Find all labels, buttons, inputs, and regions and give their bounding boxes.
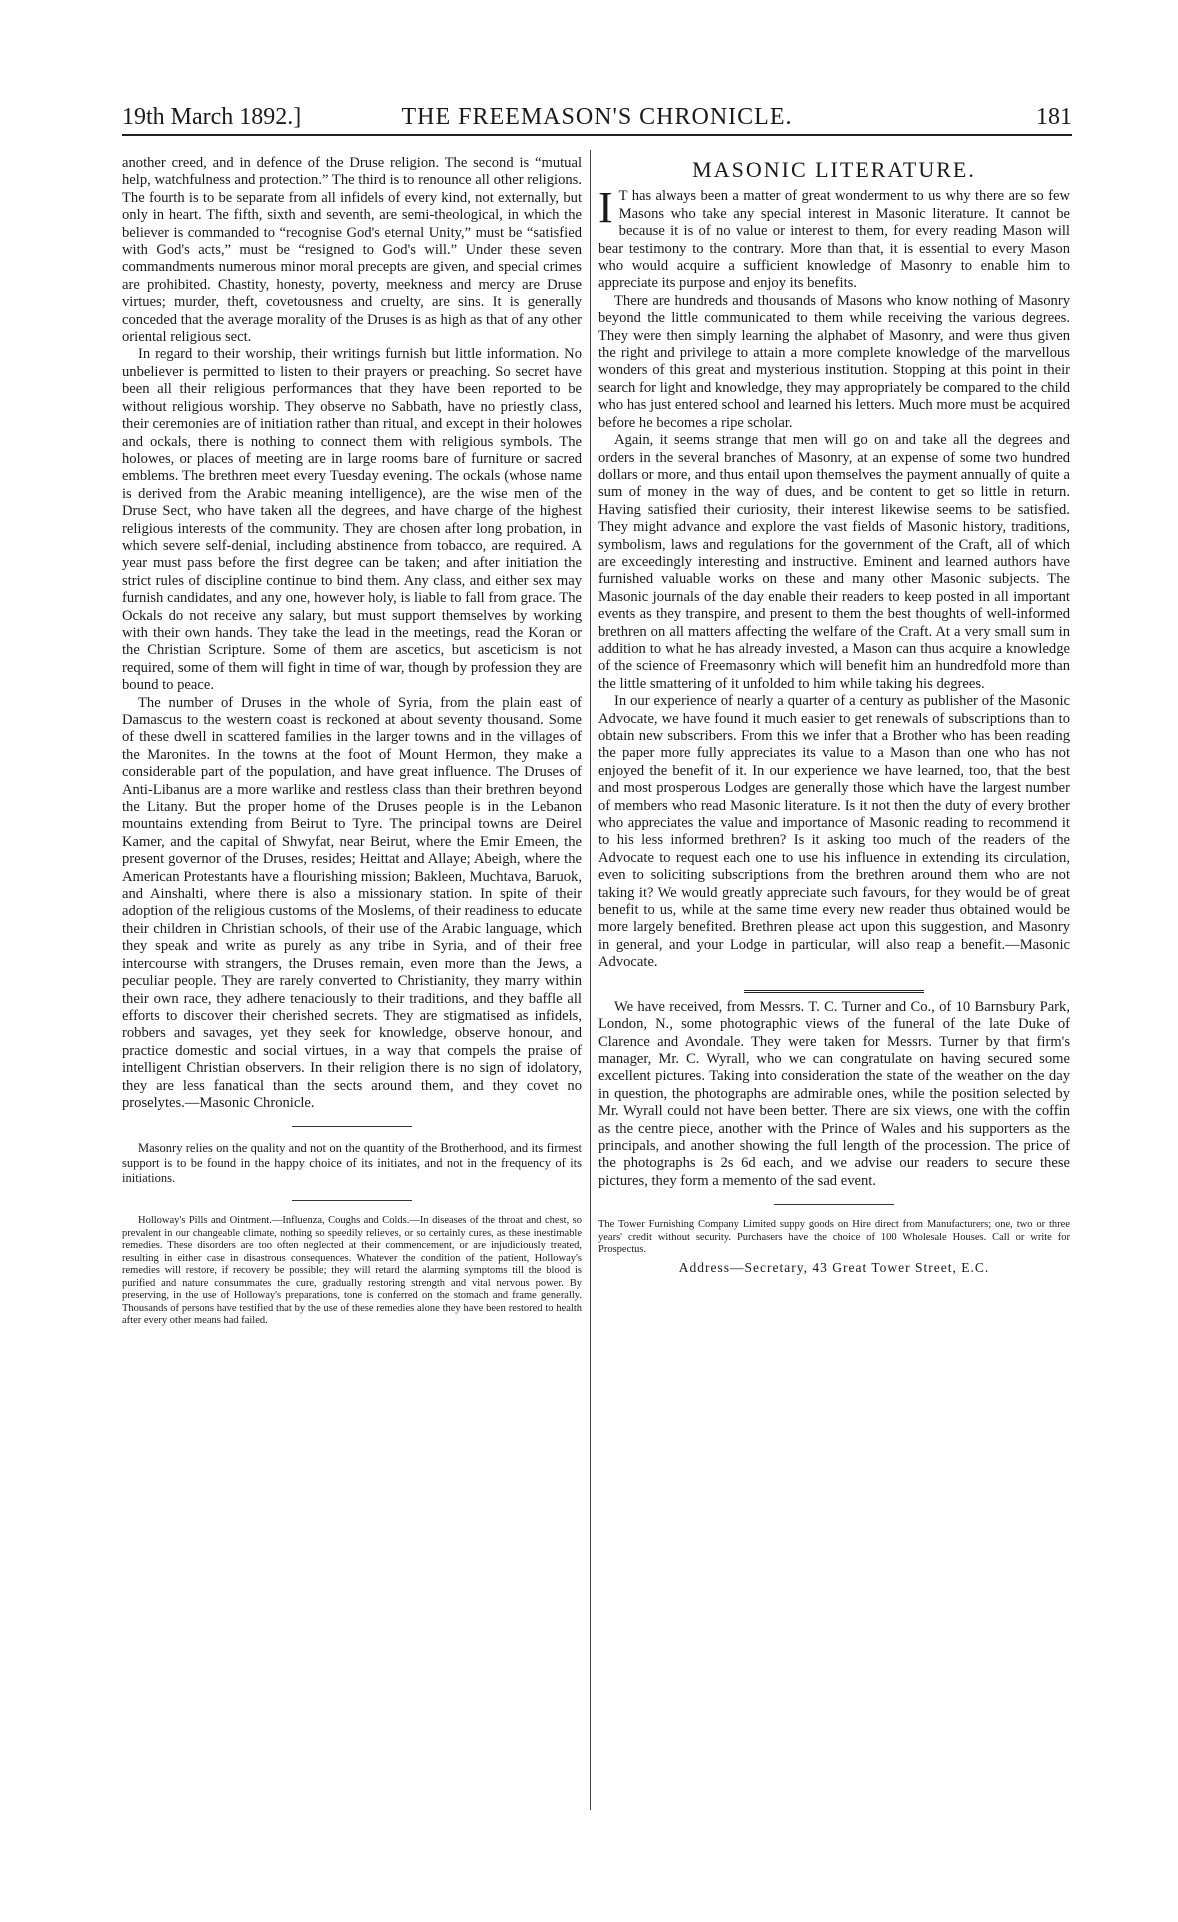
druse-paragraph-1: another creed, and in defence of the Druse religion. The second is “mutual help, watchfulness and protection.” The third is to renounce all other religions. The fourth is to be separate from all infidels of every kind, not externally, but only in heart. The fifth, sixth and seventh, are semi-theological, in which the believer is commanded to “recognise God's eternal Unity,” must be “satisfied with God's acts,” must be “resigned to God's will.” Under these seven commandments numerous minor moral precepts are given, and special crimes are prohibited. Chastity, honesty, poverty, meekness and mercy are Druse virtues; murder, theft, covetousness and cruelty, are sins. It is generally conceded that the average morality of the Druses is as high as that of any other oriental religious sect. bbox=[122, 155, 582, 346]
issue-date: 19th March 1892.] bbox=[122, 104, 302, 130]
page-number: 181 bbox=[1036, 104, 1072, 130]
separator-rule bbox=[774, 1204, 894, 1205]
column-divider bbox=[590, 150, 591, 1810]
drop-cap: I bbox=[598, 183, 613, 233]
right-column bbox=[598, 155, 1070, 1276]
separator-rule bbox=[292, 1200, 412, 1201]
separator-rule bbox=[292, 1126, 412, 1127]
section-title: MASONIC LITERATURE. bbox=[692, 157, 976, 182]
ornamental-rule bbox=[744, 990, 924, 993]
druse-paragraph-2: In regard to their worship, their writings furnish but little information. No unbeliever is permitted to listen to their prayers or preaching. So secret have been all their religious performances that they have been reported to be without religious worship. They observe no Sabbath, have no priestly class, their ceremonies are of initiation rather than ritual, and except in their holowes and ockals, there is nothing to connect them with religious symbols. The holowes, or places of meeting are in large rooms bare of furniture or sacred emblems. The brethren meet every Tuesday evening. The ockals (whose name is derived from the Arabic meaning intelligence), are the wise men of the Druse Sect, who have taken all the degrees, and have charge of the highest religious interests of the community. They are chosen after long probation, in which severe self-denial, including abstinence from tobacco, are required. A year must pass before the first degree can be taken; and after initiation the strict rules of discipline continue to bind them. Any class, and either sex may furnish candidates, and any one, however holy, is liable to fall from grace. The Ockals do not receive any salary, but must support themselves by working with their own hands. They take the lead in the meetings, read the Koran or the Christian Scripture. Some of them are ascetics, but asceticism is not required, some of them will fight in time of war, though by profession they are bound to peace. bbox=[122, 346, 582, 694]
literature-paragraph-4: In our experience of nearly a quarter of a century as publisher of the Masonic Advocate, we have found it much easier to get renewals of subscriptions than to obtain new subscribers. From this we infer that a Brother who has been reading the paper more fully appreciates its value to a Mason than one who has not enjoyed the benefit of it. In our experience we have learned, too, that the best and most prosperous Lodges are generally those which have the largest number of members who read Masonic literature. Is it not then the duty of every brother who appreciates the value and importance of Masonic reading to recommend it to his less informed brethren? Is it asking too much of the readers of the Advocate to request each one to use his influence in extending its circulation, even to soliciting subscriptions from the brethren around them who are not taking it? We would greatly appreciate such favours, for they would be of great benefit to us, while at the same time every new reader thus obtained would be more largely benefited. Brethren please act upon this suggestion, and Masonry in general, and your Lodge in particular, will also reap a benefit.—Masonic Advocate. bbox=[598, 693, 1070, 971]
literature-paragraph-3: Again, it seems strange that men will go on and take all the degrees and orders in the several branches of Masonry, at an expense of some two hundred dollars or more, and thus entail upon themselves the payment annually of quite a sum of money in the way of dues, and be content to get so little in return. Having satisfied their curiosity, their interest likewise seems to be satisfied. They might advance and explore the vast fields of Masonic history, traditions, symbolism, laws and regulations for the government of the Craft, all of which are exceedingly interesting and instructive. Eminent and learned authors have furnished valuable works on these and many other Masonic subjects. The Masonic journals of the day enable their readers to keep posted in all important events as they transpire, and present to them the best thoughts of well-informed brethren on all matters affecting the welfare of the Craft. At a very small sum in addition to what he has already invested, a Mason can thus acquire a knowledge of the science of Freemasonry which will benefit him an hundredfold more than the little smattering of it unfolded to him while taking his degrees. bbox=[598, 432, 1070, 692]
literature-paragraph-1 bbox=[598, 183, 1070, 292]
druse-paragraph-3: The number of Druses in the whole of Syria, from the plain east of Damascus to the western coast is reckoned at about seventy thousand. Some of these dwell in scattered families in the larger towns and in the villages of the Maronites. In the towns at the foot of Mount Hermon, they make a considerable part of the population, and have great influence. The Druses of Anti-Libanus are a more warlike and restless class than their brethren beyond the Litany. But the proper home of the Druses people is in the Lebanon mountains extending from Beirut to Tyre. The principal towns are Deirel Kamer, and the capital of Shwyfat, near Beirut, where the Emir Emeen, the present governor of the Druses, resides; Heittat and Allaye; Abeigh, where the American Protestants have a flourishing mission; Bakleen, Muchtava, Baruok, and Ainshalti, where there is also a missionary station. In spite of their adoption of the religious customs of the Moslems, of their readiness to educate their children in Christian schools, of their use of the Arabic language, which they speak and write as purely as any tribe in Syria, and of their free intercourse with strangers, the Druses remain, even more than the Jews, a peculiar people. They are rarely converted to Christianity, they marry within their own race, they adhere tenaciously to their traditions, and they baffle all efforts to discover their cherished secrets. They are stigmatised as infidels, robbers and savages, yet they seek for knowledge, observe honour, and practice domestic and social virtues, in a way that compels the praise of intelligent Christian observers. In their religion there is no sign of idolatory, they are less fanatical than the sects around them, and they covet no proselytes.—Masonic Chronicle. bbox=[122, 694, 583, 1111]
publication-title: THE FREEMASON'S CHRONICLE. bbox=[401, 104, 793, 130]
photographs-notice: We have received, from Messrs. T. C. Turner and Co., of 10 Barnsbury Park, London, N., some photographic views of the funeral of the late Duke of Clarence and Avondale. They were taken for Messrs. Turner by that firm's manager, Mr. C. Wyrall, who we can congratulate on having secured some excellent pictures. Taking into consideration the state of the weather on the day in question, the photographs are admirable ones, while the position selected by Mr. Wyrall could not have been better. There are six views, one with the coffin as the centre piece, another with the Prince of Wales and his supporters as the principals, and another showing the full length of the procession. The price of the photographs is 2s 6d each, and we advise our readers to secure these pictures, they form a memento of the sad event. bbox=[598, 998, 1070, 1189]
tower-furnishing-advert: The Tower Furnishing Company Limited suppy goods on Hire direct from Manufacturers; one, two or three years' credit without security. Purchasers have the choice of 100 Wholesale Houses. Call or write for Prospectus. bbox=[598, 1219, 1070, 1256]
left-column bbox=[122, 155, 582, 1328]
literature-paragraph-2: There are hundreds and thousands of Masons who know nothing of Masonry beyond the little communicated to them while receiving the various degrees. They were then simply learning the alphabet of Masonry, and were thus given the right and privilege to attain a more complete knowledge of the marvellous wonders of this great and mysterious institution. Stopping at this point in their search for light and knowledge, they may appropriately be compared to the child who has just entered school and learned his letters. Much more must be acquired before he becomes a ripe scholar. bbox=[598, 292, 1070, 431]
advert-address: Address—Secretary, 43 Great Tower Street, E.C. bbox=[678, 1259, 990, 1275]
header-rule bbox=[122, 134, 1072, 136]
literature-paragraph-1-text: T has always been a matter of great wonderment to us why there are so few Masons who take any special interest in Masonic literature. It cannot be because it is of no value or interest to them, for every reading Mason will bear testimony to the contrary. More than that, it is essential to every Mason who would acquire a sufficient knowledge of Masonry to enable him to appreciate its purpose and enjoy its benefits. bbox=[598, 188, 1070, 292]
masonry-quote: Masonry relies on the quality and not on the quantity of the Brotherhood, and its firmest support is to be found in the happy choice of its initiates, and not in the frequency of its initiations. bbox=[122, 1141, 582, 1186]
holloway-advert: Holloway's Pills and Ointment.—Influenza, Coughs and Colds.—In diseases of the throat and chest, so prevalent in our changeable climate, nothing so speedily relieves, or so certainly cures, as these inestimable remedies. These disorders are too often neglected at their commencement, or are injudiciously treated, resulting in either case in disastrous consequences. Whatever the condition of the patient, Holloway's remedies will restore, if recovery be possible; they will retard the alarming symptoms till the blood is purified and nature consummates the cure, gradually restoring strength and vital nervous power. By preserving, in the use of Holloway's preparations, tone is conferred on the stomach and frame generally. Thousands of persons have testified that by the use of these remedies alone they have been restored to health after every other means had failed. bbox=[122, 1215, 582, 1327]
